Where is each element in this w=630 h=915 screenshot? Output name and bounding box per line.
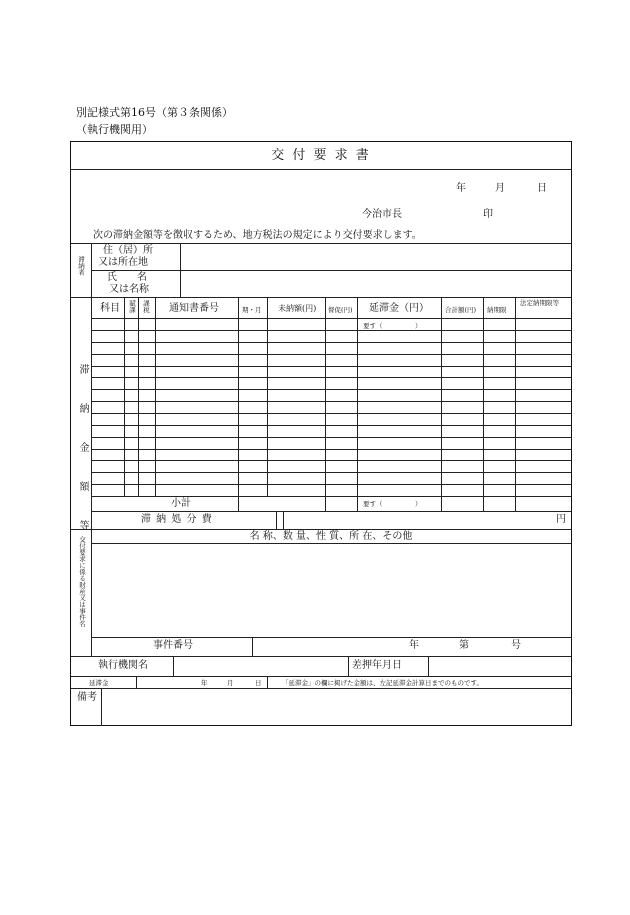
- case-no-line: [252, 637, 253, 656]
- late-fee-note: 要す（ ）: [363, 322, 422, 330]
- seizure-date-line-2: [428, 656, 429, 676]
- col-line-8: [441, 297, 442, 511]
- title-divider: [71, 169, 571, 170]
- amount-row-line: [91, 342, 571, 343]
- disposal-fee-line-2: [283, 511, 284, 529]
- amount-row-line: [91, 472, 571, 473]
- case-year: 年: [409, 640, 419, 651]
- intro-text: 次の滞納金額等を徴収するため、地方税法の規定により交付要求します。: [93, 230, 422, 241]
- usage-note: （執行機関用）: [76, 123, 153, 136]
- col-penalty: 督促(円): [328, 306, 353, 314]
- amounts-section-label: 滞 納 金 額 等: [77, 364, 88, 539]
- executing-agency-line: [173, 656, 174, 676]
- amount-row-line: [91, 425, 571, 426]
- col-line-1: [124, 297, 125, 496]
- late-fee-day: 日: [255, 679, 262, 687]
- col-line-9: [483, 297, 484, 511]
- case-top-line: [91, 637, 571, 638]
- amount-row-line: [91, 449, 571, 450]
- col-line-4: [238, 297, 239, 511]
- seizure-date-label: 差押年月日: [352, 660, 402, 671]
- col-line-5: [267, 297, 268, 496]
- remarks-top-line: [71, 688, 571, 689]
- remarks-label-line: [101, 688, 102, 726]
- late-fee-row-top: [71, 676, 571, 677]
- date-day: 日: [537, 183, 547, 194]
- col-line-3: [155, 297, 156, 496]
- form-number: 別記様式第16号（第３条関係）: [76, 106, 233, 119]
- divider-taxpayer-top: [71, 243, 571, 244]
- late-fee-label: 延滞金: [89, 679, 109, 687]
- col-notice-no: 通知書番号: [169, 303, 219, 314]
- late-fee-note: 「延滞金」の欄に掲げた金額は、左記延滞金計算日までのものです。: [282, 679, 483, 687]
- seal-mark: 印: [483, 209, 493, 220]
- disposal-fee-line-1: [276, 511, 277, 529]
- col-tax-year: 課税: [142, 300, 150, 313]
- col-total: 合計額(円): [445, 306, 477, 314]
- col-late-fee: 延滞金（円）: [369, 303, 429, 314]
- late-fee-month: 月: [227, 679, 234, 687]
- grant-request-form: [70, 141, 572, 726]
- mayor-label: 今治市長: [362, 209, 402, 220]
- amounts-header-line: [91, 318, 571, 319]
- property-section-label: 交付要求に係る財産又は事件名: [78, 536, 86, 627]
- col-item: 科目: [100, 303, 120, 314]
- subtotal-bottom-line: [91, 511, 571, 512]
- amount-row-line: [91, 389, 571, 390]
- divider-footer-top: [71, 656, 571, 657]
- amount-row-line: [91, 460, 571, 461]
- divider-address-name: [91, 270, 571, 271]
- amount-row-line: [91, 413, 571, 414]
- col-line-10: [515, 297, 516, 511]
- date-month: 月: [495, 183, 505, 194]
- subtotal-label: 小計: [171, 498, 191, 509]
- col-legal-due: 法定納期限等: [520, 299, 559, 307]
- col-tax-period: 賦課: [128, 300, 136, 313]
- property-header-line: [91, 543, 571, 544]
- form-title: 交 付 要 求 書: [271, 148, 371, 163]
- amount-row-line: [91, 354, 571, 355]
- remarks-label: 備考: [77, 692, 97, 703]
- amount-row-line: [91, 330, 571, 331]
- property-header: 名 称、数 量、性 質、所 在、その他: [249, 531, 413, 542]
- col-term-month: 期・月: [242, 306, 262, 314]
- amount-row-line: [91, 437, 571, 438]
- name-label-2: 又は名称: [109, 284, 149, 295]
- late-fee-line-1: [136, 676, 137, 688]
- amount-row-line: [91, 366, 571, 367]
- name-label-1: 氏 名: [107, 272, 147, 283]
- amount-row-line: [91, 484, 571, 485]
- subtotal-late-fee-note: 要す（ ）: [363, 500, 422, 508]
- col-unpaid: 未納額(円): [278, 304, 317, 313]
- case-go: 号: [511, 640, 521, 651]
- col-due: 納期限: [487, 306, 507, 314]
- late-fee-line-2: [267, 676, 268, 688]
- seizure-date-line-1: [348, 656, 349, 676]
- late-fee-year: 年: [201, 679, 208, 687]
- divider-amounts-top: [71, 297, 571, 298]
- case-dai: 第: [459, 640, 469, 651]
- amount-row-line: [91, 401, 571, 402]
- disposal-fee-yen: 円: [556, 514, 566, 525]
- taxpayer-label: 滞納者: [77, 256, 85, 276]
- executing-agency-label: 執行機関名: [98, 660, 148, 671]
- subtotal-top-line: [91, 496, 571, 497]
- col-line-2: [138, 297, 139, 496]
- amount-row-line: [91, 377, 571, 378]
- col-line-6: [325, 297, 326, 511]
- divider-property-top: [71, 529, 571, 530]
- address-label-2: 又は所在地: [98, 257, 148, 268]
- date-year: 年: [456, 183, 466, 194]
- case-no-label: 事件番号: [153, 640, 193, 651]
- col-line-7: [357, 297, 358, 511]
- disposal-fee-label: 滞 納 処 分 費: [141, 514, 213, 525]
- address-label-1: 住（居）所: [103, 245, 153, 256]
